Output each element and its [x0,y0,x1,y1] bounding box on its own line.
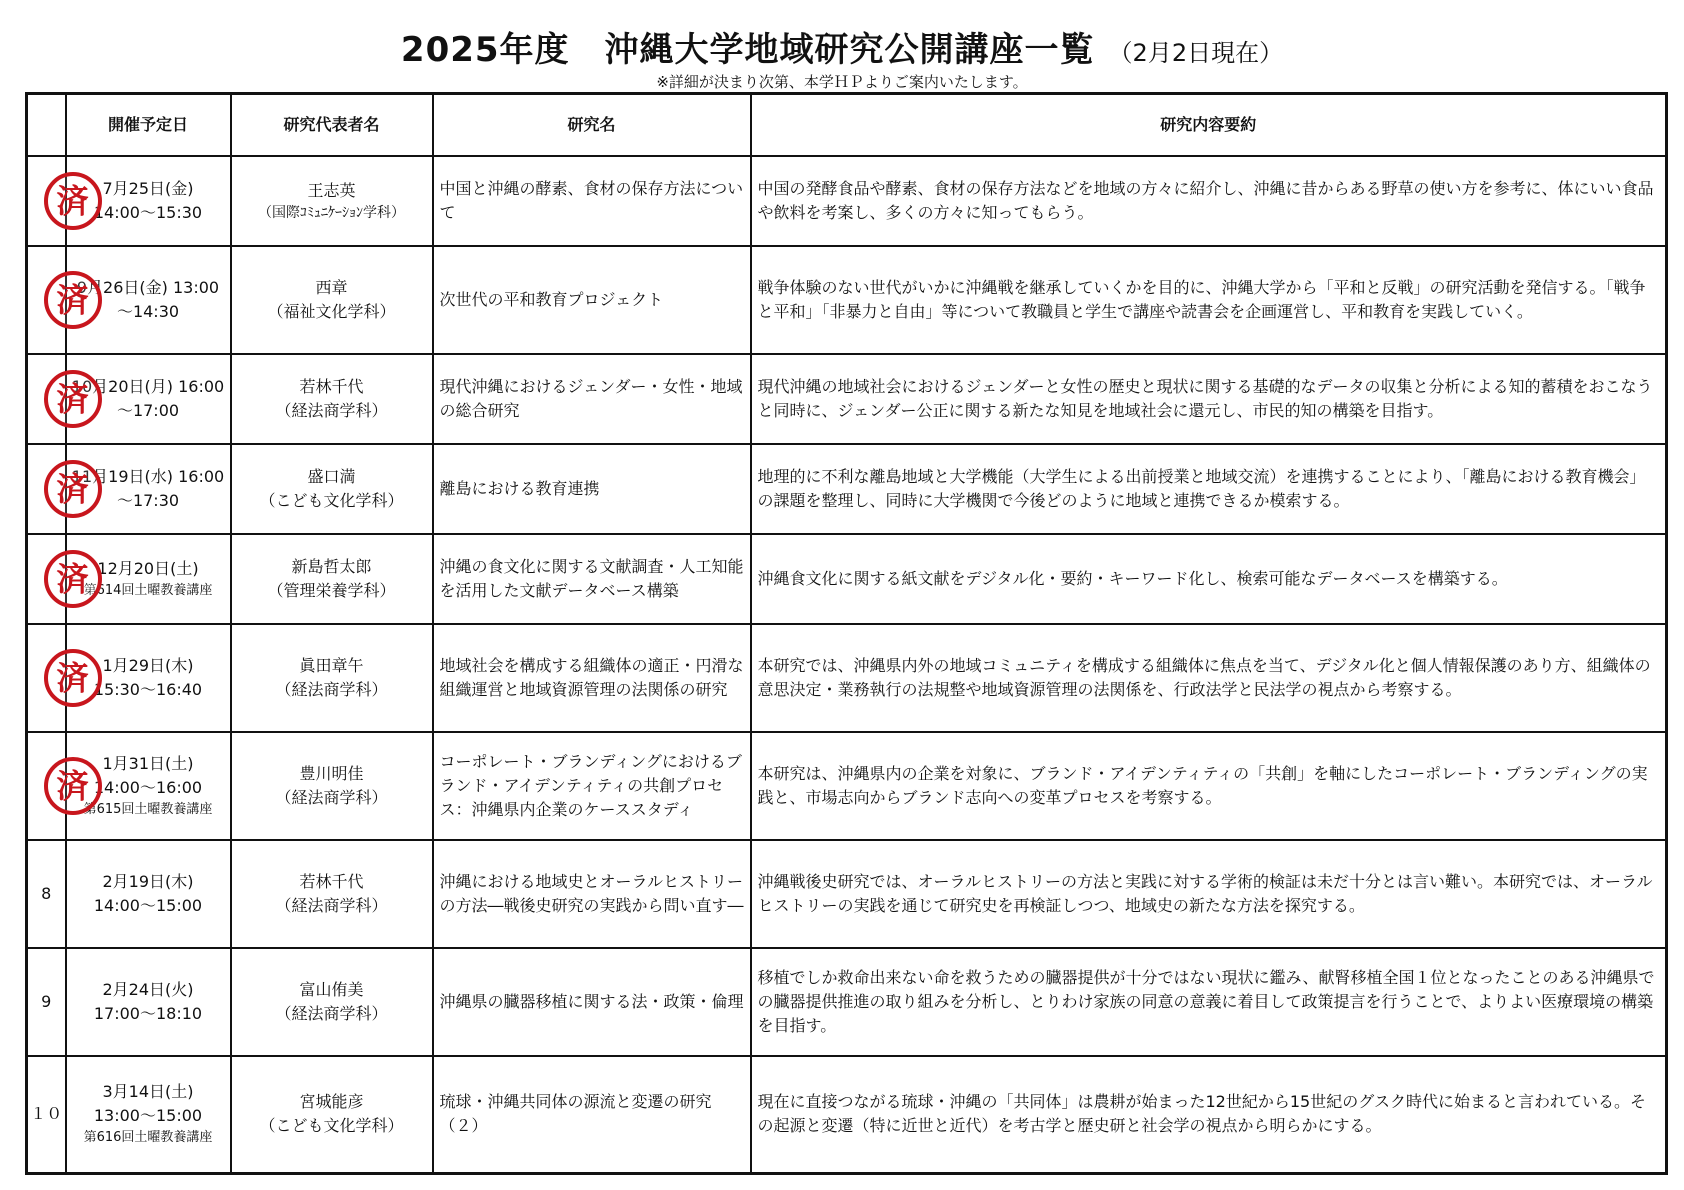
lecture-time: ～17:00 [116,400,180,420]
rep-name: 宮城能彦 [299,1092,364,1112]
research-title: 沖縄の食文化に関する文献調査・人工知能を活用した文献データベース構築 [433,534,751,624]
header-no [27,94,66,156]
completed-stamp: 済 [44,172,102,230]
rep-cell [231,246,433,354]
rep-department: （こども文化学科） [259,1116,404,1136]
date-cell [56,534,231,624]
research-summary: 現代沖縄の地域社会におけるジェンダーと女性の歴史と現状に関する基礎的なデータの収集と分析による知的蓄積をおこなうと同時に、ジェンダー公正に関する新たな知見を地域社会に還元し、市民的知の構築を目指す。 [751,354,1667,444]
date-cell [56,156,231,246]
lecture-date: 12月20日(土) [97,558,199,578]
lecture-date: 1月29日(木) [102,655,194,675]
table-header-row [27,94,1667,156]
table-row [27,1056,1667,1174]
research-title: 沖縄における地域史とオーラルヒストリーの方法―戦後史研究の実践から問い直す― [433,840,751,948]
lecture-date: 3月14日(土) [102,1082,194,1102]
date-cell [66,1056,231,1174]
header-date: 開催予定日 [66,94,231,156]
date-cell [66,948,231,1056]
lecture-date: 9月26日(金) 13:00 [76,277,220,297]
as-of-date: （2月2日現在） [1108,39,1284,67]
research-summary: 移植でしか救命出来ない命を救うための臓器提供が十分ではない現状に鑑み、献腎移植全国１位となったことのある沖縄県での臓器提供推進の取り組みを分析し、とりわけ家族の同意の意義に着目して政策提言を行うことで、よりよい医療環境の構築を目指す。 [751,948,1667,1056]
table-row [27,534,1667,624]
table-row [27,354,1667,444]
completed-stamp: 済 [44,550,102,608]
research-summary: 現在に直接つながる琉球・沖縄の「共同体」は農耕が始まった12世紀から15世紀のグスク時代に始まると言われている。その起源と変遷（特に近世と近代）を考古学と歴史研と社会学の視点から明らかにする。 [751,1056,1667,1174]
lecture-date: 11月19日(水) 16:00 [71,466,225,486]
table-row [27,840,1667,948]
research-title: 地域社会を構成する組織体の適正・円滑な組織運営と地域資源管理の法関係の研究 [433,624,751,732]
rep-department: （国際ｺﾐｭﾆｹｰｼｮﾝ学科） [258,204,405,221]
page-title [0,22,1684,71]
research-title: 次世代の平和教育プロジェクト [433,246,751,354]
rep-cell [231,1056,433,1174]
date-cell [56,444,231,534]
table-row [27,444,1667,534]
lecture-time: 14:00～15:00 [93,895,203,915]
rep-department: （経法商学科） [275,1003,388,1023]
lecture-date: 10月20日(月) 16:00 [71,376,225,396]
lecture-series: 第616回土曜教養講座 [83,1130,213,1146]
lecture-time: 17:00～18:10 [93,1003,203,1023]
rep-cell [231,444,433,534]
lecture-time: 15:30～16:40 [93,679,203,699]
rep-department: （経法商学科） [275,895,388,915]
row-number: １０ [27,1056,66,1174]
research-summary: 沖縄戦後史研究では、オーラルヒストリーの方法と実践に対する学術的検証は未だ十分とは言い難い。本研究では、オーラルヒストリーの実践を通じて研究史を再検証しつつ、地域史の新たな方法を探究する。 [751,840,1667,948]
header-summary: 研究内容要約 [751,94,1667,156]
table-row [27,732,1667,840]
rep-cell [231,624,433,732]
rep-name: 若林千代 [299,871,364,891]
rep-cell [231,354,433,444]
rep-cell [231,534,433,624]
research-title: 沖縄県の臓器移植に関する法・政策・倫理 [433,948,751,1056]
rep-department: （経法商学科） [275,400,388,420]
lecture-date: 2月19日(木) [102,871,194,891]
rep-name: 若林千代 [299,376,364,396]
header-title: 研究名 [433,94,751,156]
lecture-table [25,92,1668,1175]
rep-name: 新島哲太郎 [291,556,372,576]
row-number: 8 [27,840,66,948]
research-summary: 戦争体験のない世代がいかに沖縄戦を継承していくかを目的に、沖縄大学から「平和と反戦」の研究活動を発信する。「戦争と平和」「非暴力と自由」等について教職員と学生で講座や読書会を企画運営し、平和教育を実践していく。 [751,246,1667,354]
rep-cell [231,156,433,246]
lecture-time: 13:00～15:00 [93,1106,203,1126]
lecture-time: ～14:30 [116,301,180,321]
rep-name: 眞田章午 [299,655,364,675]
date-cell [66,840,231,948]
table-row [27,246,1667,354]
completed-stamp: 済 [44,757,102,815]
research-summary: 沖縄食文化に関する紙文献をデジタル化・要約・キーワード化し、検索可能なデータベースを構築する。 [751,534,1667,624]
date-cell [56,732,231,840]
research-summary: 本研究は、沖縄県内の企業を対象に、ブランド・アイデンティティの「共創」を軸にしたコーポレート・ブランディングの実践と、市場志向からブランド志向への変革プロセスを考察する。 [751,732,1667,840]
table-row [27,624,1667,732]
research-summary: 中国の発酵食品や酵素、食材の保存方法などを地域の方々に紹介し、沖縄に昔からある野草の使い方を参考に、体にいい食品や飲料を考案し、多くの方々に知ってもらう。 [751,156,1667,246]
research-title: コーポレート・ブランディングにおけるブランド・アイデンティティの共創プロセス：沖縄県内企業のケーススタディ [433,732,751,840]
date-cell [56,624,231,732]
rep-name: 富山侑美 [299,979,364,999]
research-title: 琉球・沖縄共同体の源流と変遷の研究（２） [433,1056,751,1174]
notice-text: ※詳細が決まり次第、本学ＨＰよりご案内いたします。 [656,73,1028,91]
rep-name: 西章 [315,277,348,297]
research-summary: 本研究では、沖縄県内外の地域コミュニティを構成する組織体に焦点を当て、デジタル化と個人情報保護のあり方、組織体の意思決定・業務執行の法規整や地域資源管理の法関係を、行政法学と民法学の視点から考察する。 [751,624,1667,732]
lecture-date: 7月25日(金) [102,178,194,198]
table-row [27,948,1667,1056]
header-rep: 研究代表者名 [231,94,433,156]
lecture-time: 第614回土曜教養講座 [83,582,213,598]
rep-cell [231,732,433,840]
research-summary: 地理的に不利な離島地域と大学機能（大学生による出前授業と地域交流）を連携することにより、「離島における教育機会」の課題を整理し、同時に大学機関で今後どのように地域と連携できるか模索する。 [751,444,1667,534]
date-cell [56,354,231,444]
document-title: 2025年度 沖縄大学地域研究公開講座一覧 [400,30,1095,70]
completed-stamp: 済 [44,271,102,329]
completed-stamp: 済 [44,370,102,428]
row-number: 9 [27,948,66,1056]
rep-department: （管理栄養学科） [267,580,396,600]
table-row [27,156,1667,246]
rep-name: 盛口満 [307,466,356,486]
lecture-date: 2月24日(火) [102,979,194,999]
lecture-date: 1月31日(土) [102,753,194,773]
completed-stamp: 済 [44,460,102,518]
date-cell [56,246,231,354]
rep-department: （経法商学科） [275,679,388,699]
rep-department: （こども文化学科） [259,490,404,510]
lecture-time: 14:00～16:00 [93,777,203,797]
research-title: 中国と沖縄の酵素、食材の保存方法について [433,156,751,246]
completed-stamp: 済 [44,649,102,707]
rep-cell [231,840,433,948]
lecture-time: 14:00～15:30 [93,202,203,222]
rep-name: 豊川明佳 [299,763,364,783]
lecture-time: ～17:30 [116,490,180,510]
rep-name: 王志英 [307,180,356,200]
lecture-series: 第615回土曜教養講座 [83,801,213,817]
research-title: 離島における教育連携 [433,444,751,534]
rep-department: （経法商学科） [275,787,388,807]
rep-department: （福祉文化学科） [267,301,396,321]
table-body [27,156,1667,1174]
rep-cell [231,948,433,1056]
research-title: 現代沖縄におけるジェンダー・女性・地域の総合研究 [433,354,751,444]
